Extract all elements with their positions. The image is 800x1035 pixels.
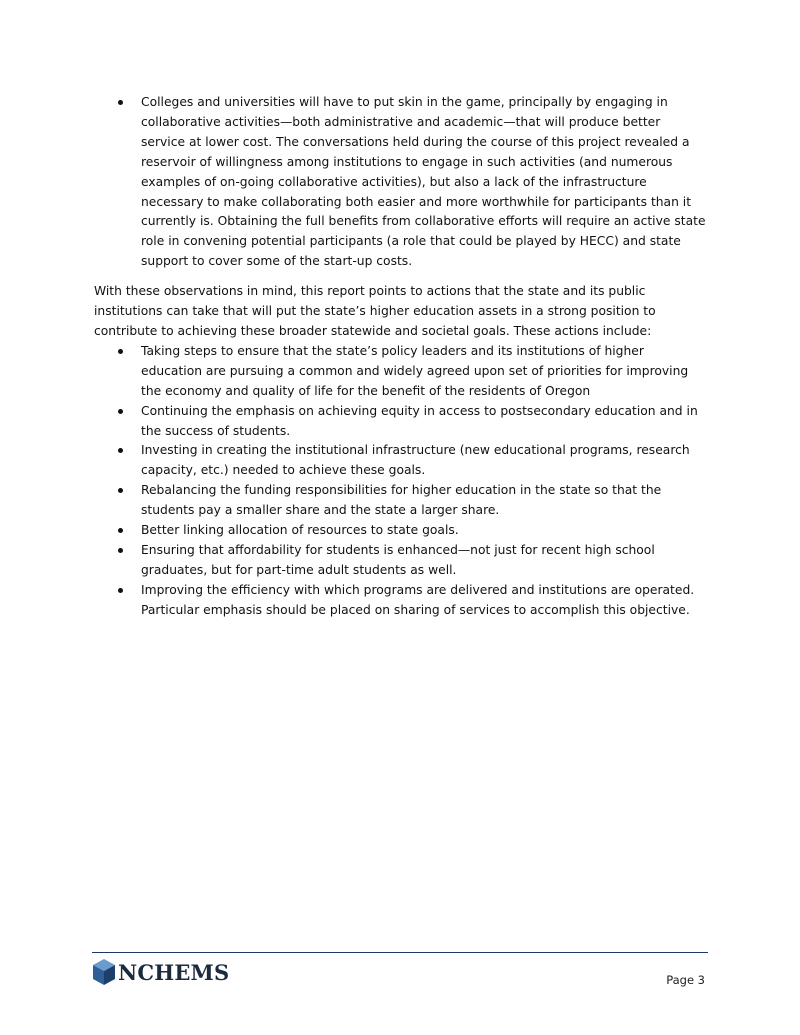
top-bullet-list: [94, 93, 706, 272]
nchems-logo: [92, 956, 229, 988]
list-item: Ensuring that affordability for students is enhanced—not just for recent high school graduates, but for part-time adult students as well.: [94, 541, 706, 581]
footer-divider: [92, 952, 708, 953]
intro-paragraph: With these observations in mind, this report points to actions that the state and its public institutions can take that will put the state’s higher education assets in a strong position to contribute to achieving these broader statewide and societal goals. These actions include:: [94, 284, 656, 338]
cube-icon: [92, 958, 116, 986]
list-item: Rebalancing the funding responsibilities for higher education in the state so that the students pay a smaller share and the state a larger share.: [94, 481, 706, 521]
page-body: [94, 93, 706, 621]
logo-wordmark: NCHEMS: [118, 959, 230, 985]
page-number: Page 3: [666, 973, 705, 987]
actions-list: [94, 342, 706, 621]
list-item: Taking steps to ensure that the state’s policy leaders and its institutions of higher education are pursuing a common and widely agreed upon set of priorities for improving the economy and quality of life for the benefit of the residents of Oregon: [94, 342, 706, 402]
list-item: Investing in creating the institutional infrastructure (new educational programs, research capacity, etc.) needed to achieve these goals.: [94, 441, 706, 481]
list-item: Continuing the emphasis on achieving equity in access to postsecondary education and in the success of students.: [94, 402, 706, 442]
list-item: Colleges and universities will have to put skin in the game, principally by engaging in collaborative activities—both administrative and academic—that will produce better service at lower cost. The conversations held during the course of this project revealed a reservoir of willingness among institutions to engage in such activities (and numerous examples of on-going collaborative activities), but also a lack of the infrastructure necessary to make collaborating both easier and more worthwhile for participants than it currently is. Obtaining the full benefits from collaborative efforts will require an active state role in convening potential participants (a role that could be played by HECC) and state support to cover some of the start-up costs.: [94, 93, 706, 272]
list-item: Better linking allocation of resources to state goals.: [94, 521, 706, 541]
list-item: Improving the efficiency with which programs are delivered and institutions are operated. Particular emphasis should be placed on sharing of services to accomplish this objective.: [94, 581, 706, 621]
